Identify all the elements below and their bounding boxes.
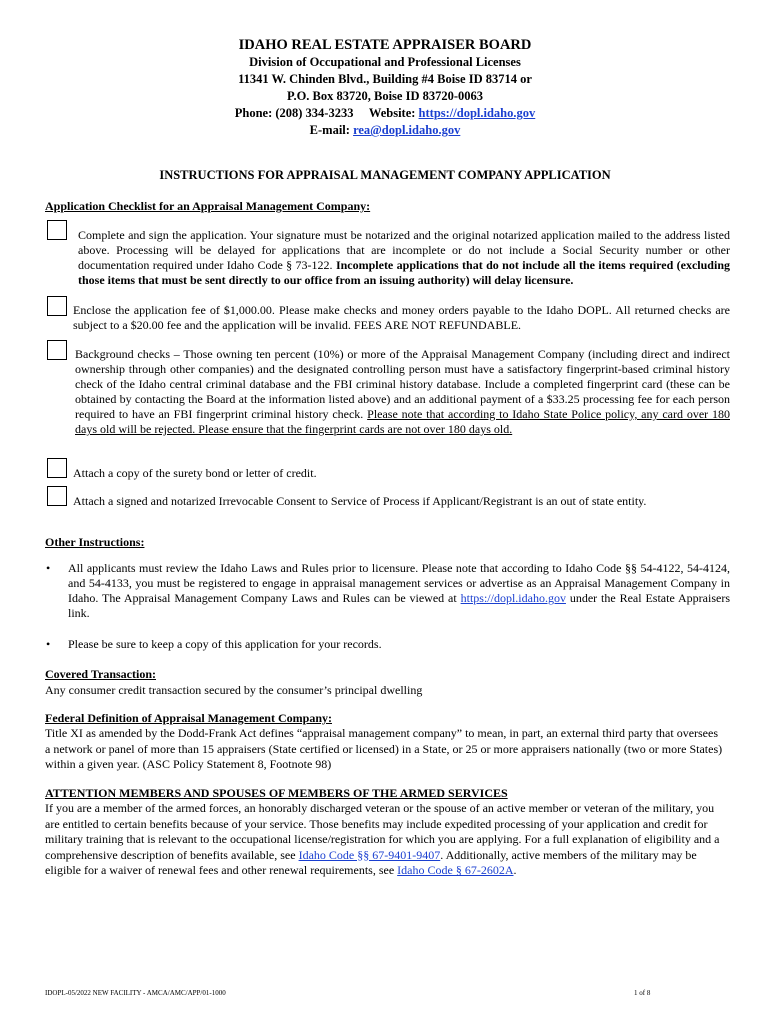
bullet-marker-1: • bbox=[46, 561, 51, 575]
instructions-title: INSTRUCTIONS FOR APPRAISAL MANAGEMENT COMPANY APPLICATION bbox=[159, 168, 611, 182]
checklist-item-1 bbox=[78, 228, 730, 288]
checklist-item-4-text: Attach a copy of the surety bond or letter of credit. bbox=[73, 466, 317, 480]
checklist-checkbox-2[interactable] bbox=[47, 296, 67, 316]
website-link[interactable]: https://dopl.idaho.gov bbox=[418, 106, 536, 120]
checklist-heading: Application Checklist for an Appraisal Management Company: bbox=[45, 199, 371, 213]
email-label: E-mail: bbox=[309, 123, 350, 137]
footer-form-id: IDOPL-05/2022 NEW FACILITY - AMCA/AMC/APP/01-1000 bbox=[45, 989, 226, 997]
dopl-link[interactable]: https://dopl.idaho.gov bbox=[460, 591, 566, 605]
checklist-item-4 bbox=[73, 466, 730, 481]
checklist-item-1-bold: Incomplete applications that do not include all the items required (excluding those items that must be sent directly to our office from an issuing authority) will delay licensure. bbox=[78, 258, 730, 287]
checklist-item-5-text: Attach a signed and notarized Irrevocable Consent to Service of Process if Applicant/Registrant is an out of state entity. bbox=[73, 494, 647, 508]
board-title: IDAHO REAL ESTATE APPRAISER BOARD bbox=[238, 37, 532, 53]
checklist-checkbox-5[interactable] bbox=[47, 486, 67, 506]
bullet-marker-2: • bbox=[46, 637, 51, 651]
checklist-item-3-text: Background checks – Those owning ten percent (10%) or more of the Appraisal Management Company (including direct and indirect ownership through other companies) and the designated controlling person must have a satisfactory fingerprint-based criminal history check of the Idaho central criminal database and the FBI criminal history database. Include a completed fingerprint card (these can be obtained by contacting the Board at the information listed above) and an additional payment of a $33.25 processing fee for each person required to have an FBI fingerprint criminal history check. bbox=[75, 347, 730, 421]
idaho-code-link-1[interactable]: Idaho Code §§ 67-9401-9407 bbox=[298, 847, 441, 862]
checklist-checkbox-1[interactable] bbox=[47, 220, 67, 240]
federal-definition-heading: Federal Definition of Appraisal Management Company: bbox=[45, 711, 332, 725]
other-instruction-1-after: under the Real Estate Appraisers link. bbox=[68, 591, 730, 620]
armed-services-heading: ATTENTION MEMBERS AND SPOUSES OF MEMBERS OF THE ARMED SERVICES bbox=[45, 786, 508, 800]
division-name: Division of Occupational and Professional Licenses bbox=[249, 55, 521, 69]
armed-services-text-1: If you are a member of the armed forces, an honorably discharged veteran or the spouse of an active member or veteran of the military, you are entitled to certain benefits because of your service. Those benefits may include expedited processing of your application and credit for military training that is relevant to the occupational license/registration for which you are applying. For a full explanation of eligibility and a comprehensive description of benefits available, see bbox=[45, 801, 720, 862]
other-instruction-2-text: Please be sure to keep a copy of this application for your records. bbox=[68, 637, 382, 651]
checklist-item-3 bbox=[75, 347, 730, 437]
phone: Phone: (208) 334-3233 bbox=[234, 106, 354, 120]
address-line: 11341 W. Chinden Blvd., Building #4 Boise ID 83714 or bbox=[238, 72, 532, 86]
checklist-checkbox-3[interactable] bbox=[47, 340, 67, 360]
federal-definition-text: Title XI as amended by the Dodd-Frank Act defines “appraisal management company” to mean, in part, an external third party that oversees a network or panel of more than 15 appraisers (State certified or licensed) in a State, or 25 or more appraisers nationally (two or more States) within a given year. (ASC Policy Statement 8, Footnote 98) bbox=[45, 726, 723, 771]
phone-website-line bbox=[0, 105, 770, 122]
email-line bbox=[0, 122, 770, 139]
checklist-item-5 bbox=[73, 494, 730, 509]
checklist-checkbox-4[interactable] bbox=[47, 458, 67, 478]
other-instruction-1-text: All applicants must review the Idaho Laws and Rules prior to licensure. Please note that according to Idaho Code §§ 54-4122, 54-4124, and 54-4133, you must be registered to engage in appraisal management services or advertise as an Appraisal Management Company in Idaho. The Appraisal Management Company Laws and Rules can be viewed at bbox=[68, 561, 730, 605]
checklist-item-2-text: Enclose the application fee of $1,000.00. Please make checks and money orders payable to the Idaho DOPL. All returned checks are subject to a $20.00 fee and the application will be invalid. FEES ARE NOT REFUNDABLE. bbox=[73, 303, 730, 332]
armed-services-text-2: . Additionally, active members of the military may be eligible for a waiver of renewal fees and other renewal requirements, see bbox=[45, 847, 697, 877]
checklist-item-1-text: Complete and sign the application. Your signature must be notarized and the original notarized application mailed to the address listed above. Processing will be delayed for applications that are incomplete or do not include a Social Security number or other documentation required under Idaho Code § 73-122. bbox=[78, 228, 730, 272]
other-instruction-2 bbox=[68, 637, 730, 652]
email-link[interactable]: rea@dopl.idaho.gov bbox=[353, 123, 461, 137]
footer-page-number: 1 of 8 bbox=[634, 989, 651, 997]
armed-services-text-3: . bbox=[513, 863, 517, 877]
po-box-line: P.O. Box 83720, Boise ID 83720-0063 bbox=[286, 89, 484, 103]
idaho-code-link-2[interactable]: Idaho Code § 67-2602A bbox=[397, 863, 514, 877]
checklist-item-2 bbox=[73, 303, 730, 333]
checklist-item-3-underline: Please note that according to Idaho State Police policy, any card over 180 days old will be rejected. Please ensure that the fingerprint cards are not over 180 days old. bbox=[75, 407, 730, 436]
armed-services-text bbox=[45, 801, 725, 879]
other-instructions-heading: Other Instructions: bbox=[45, 535, 145, 549]
website-label: Website: bbox=[368, 106, 416, 120]
covered-transaction-text: Any consumer credit transaction secured by the consumer’s principal dwelling bbox=[45, 683, 423, 697]
other-instruction-1 bbox=[68, 561, 730, 621]
covered-transaction-heading: Covered Transaction: bbox=[45, 667, 156, 681]
